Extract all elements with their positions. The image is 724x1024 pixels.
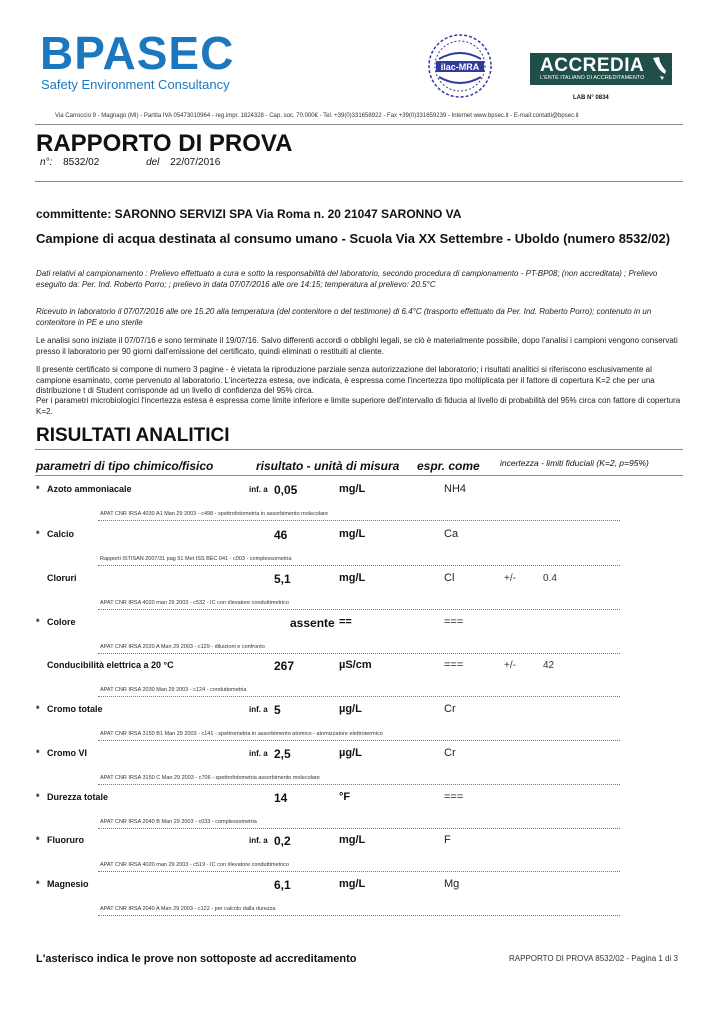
result-value: 0,2	[274, 834, 291, 848]
inf-qualifier: inf. a	[249, 485, 268, 494]
result-value: 6,1	[274, 878, 291, 892]
row-separator	[98, 740, 620, 741]
method-reference: APAT CNR IRSA 4020 man 29 2003 - c532 - IC con rilevatore conduttimetrico	[100, 600, 289, 606]
result-value: 46	[274, 528, 288, 542]
sampling-data: Dati relativi al campionamento : Prelievo effettuato a cura e sotto la responsabilità del laboratorio, secondo procedura di campionamento - PT-BP08; (non accreditata) ; Prelievo eseguito da: Per. Ind. Roberto Porro; ; prelievo in data 07/07/2016 alle ore 14:15; temperatura al prelievo: 20.5°C	[36, 269, 658, 289]
expressed-as: Ca	[444, 528, 459, 540]
lab-number: LAB N° 0834	[573, 95, 609, 101]
result-unit: µg/L	[339, 747, 362, 759]
bpsec-logo: BPASEC	[40, 27, 235, 79]
col-result-header: risultato - unità di misura	[256, 459, 400, 473]
campione-description: Campione di acqua destinata al consumo umano - Scuola Via XX Settembre - Uboldo (numero 8532/02)	[36, 231, 671, 246]
uncertainty-value: 0.4	[543, 573, 557, 584]
result-value: 0,05	[274, 483, 298, 497]
expressed-as: Mg	[444, 878, 460, 890]
result-unit: °F	[339, 791, 351, 803]
result-unit: µg/L	[339, 703, 362, 715]
analysis-dates: Le analisi sono iniziate il 07/07/16 e sono terminate il 19/07/16. Salvo differenti accordi o obblighi legali, se ciò è materialmente possibile, dopo l'analisi i campioni vengono conservati presso il laboratorio per 90 giorni dall'emissione del certificato, quindi eliminati o restituiti al cliente.	[36, 336, 678, 356]
expressed-as: Cr	[444, 703, 456, 715]
ilac-text: ilac-MRA	[440, 62, 480, 72]
uncertainty-value: 42	[543, 660, 555, 671]
divider	[35, 181, 683, 182]
parameter-name: Calcio	[47, 529, 75, 539]
parameter-name: Cloruri	[47, 573, 77, 583]
row-asterisk: *	[36, 748, 40, 758]
row-separator	[98, 784, 620, 785]
row-asterisk: *	[36, 835, 40, 845]
result-unit: mg/L	[339, 528, 366, 540]
result-value: 2,5	[274, 747, 291, 761]
accredia-subtitle: L'ENTE ITALIANO DI ACCREDITAMENTO	[540, 75, 645, 81]
report-number-line	[40, 157, 220, 168]
parameter-name: Colore	[47, 617, 76, 627]
company-address: Via Carroccio 9 - Magnago (MI) - Partita IVA 05473010964 - reg.impr. 1824328 - Cap. soc. 70.000€ - Tel. +39(0)331658922 - Fax +39(0)331659239 - Internet www.bpsec.it - E-mail:contatti@bpsec.it	[55, 113, 579, 119]
bpsec-logo-subtitle: Safety Environment Consultancy	[41, 77, 230, 92]
row-separator	[98, 871, 620, 872]
row-asterisk: *	[36, 529, 40, 539]
row-separator	[98, 915, 620, 916]
row-separator	[98, 653, 620, 654]
parameter-name: Cromo VI	[47, 748, 88, 758]
col-param-header: parametri di tipo chimico/fisico	[36, 459, 214, 473]
divider	[35, 124, 683, 125]
method-reference: APAT CNR IRSA 2020 A Man 29 2003 - c129 - diluizioni e confronto	[100, 644, 265, 650]
divider	[35, 475, 683, 476]
row-separator	[98, 565, 620, 566]
expressed-as: Cr	[444, 747, 456, 759]
page-number: RAPPORTO DI PROVA 8532/02 - Pagina 1 di 3	[509, 954, 678, 963]
col-expr-header: espr. come	[417, 459, 480, 473]
expressed-as: ===	[444, 659, 464, 671]
plus-minus: +/-	[504, 660, 516, 671]
col-uncertainty-header: incertezza - limiti fiduciali (K=2, p=95%)	[500, 458, 649, 468]
footer-note: L'asterisco indica le prove non sottoposte ad accreditamento	[36, 953, 357, 965]
method-reference: APAT CNR IRSA 4030 A1 Man 29 2003 - c498 - spettrofotometria in assorbimento molecolare	[100, 511, 329, 517]
method-reference: APAT CNR IRSA 2040 B Man 29 2003 - c033 - complessometria	[100, 819, 257, 825]
inf-qualifier: inf. a	[249, 705, 268, 714]
parameter-name: Cromo totale	[47, 704, 103, 714]
expressed-as: ===	[444, 791, 464, 803]
inf-qualifier: inf. a	[249, 836, 268, 845]
divider	[35, 449, 683, 450]
row-asterisk: *	[36, 704, 40, 714]
method-reference: APAT CNR IRSA 2030 Man 29 2003 - c124 - conduttometria	[100, 687, 247, 693]
result-value: 14	[274, 791, 288, 805]
result-unit: mg/L	[339, 834, 366, 846]
ilac-mra-logo	[427, 33, 493, 99]
accredia-logo	[530, 53, 672, 85]
expressed-as: ===	[444, 616, 464, 628]
row-separator	[98, 828, 620, 829]
report-date: 22/07/2016	[170, 157, 221, 168]
expressed-as: NH4	[444, 483, 467, 495]
parameter-name: Magnesio	[47, 879, 89, 889]
report-number: 8532/02	[63, 157, 100, 168]
row-asterisk: *	[36, 617, 40, 627]
result-unit: ==	[339, 616, 352, 628]
row-separator	[98, 609, 620, 610]
method-reference: APAT CNR IRSA 2040 A Man 29 2003 - c122 - per calcolo dalla durezza	[100, 906, 276, 912]
accredia-title: ACCREDIA	[540, 55, 645, 76]
expressed-as: Cl	[444, 572, 455, 584]
parameter-name: Durezza totale	[47, 792, 109, 802]
microbiology-note: Per i parametri microbiologici l'incertezza estesa è espressa come limite inferiore e limite superiore dell'intervallo di fiducia al livello di probabilità del 95% circa con fattore di copertura K=2.	[36, 396, 681, 416]
row-separator	[98, 696, 620, 697]
italy-map-icon	[650, 56, 668, 82]
result-value: assente	[290, 616, 335, 630]
date-label: del	[146, 157, 160, 168]
row-asterisk: *	[36, 879, 40, 889]
parameter-name: Conducibilità elettrica a 20 °C	[47, 660, 174, 670]
method-reference: APAT CNR IRSA 4020 man 29 2003 - c519 - IC con rilevatore conduttimetrico	[100, 862, 289, 868]
row-asterisk: *	[36, 484, 40, 494]
result-value: 5,1	[274, 572, 291, 586]
result-value: 5	[274, 703, 281, 717]
method-reference: APAT CNR IRSA 3150 C Man 29 2003 - c706 - spettrofotometria assorbimento molecolare	[100, 775, 320, 781]
parameter-name: Fluoruro	[47, 835, 84, 845]
results-heading: RISULTATI ANALITICI	[36, 425, 230, 446]
expressed-as: F	[444, 834, 451, 846]
result-unit: mg/L	[339, 572, 366, 584]
reception-data: Ricevuto in laboratorio il 07/07/2016 alle ore 15.20 alla temperatura (del contenitore o del testimone) di 6.4°C (trasporto effettuato da Per. Ind. Roberto Porro); contenuto in un contenitore in PE e uno sterile	[36, 307, 652, 327]
result-unit: mg/L	[339, 878, 366, 890]
method-reference: APAT CNR IRSA 3150 B1 Man 29 2003 - c141 - spettrometria in assorbimento atomico - atomizzatore elettrotermico	[100, 731, 383, 737]
plus-minus: +/-	[504, 573, 516, 584]
result-unit: mg/L	[339, 483, 366, 495]
result-value: 267	[274, 659, 295, 673]
certificate-notes: Il presente certificato si compone di numero 3 pagine - è vietata la riproduzione parziale senza autorizzazione del laboratorio; i risultati analitici si riferiscono esclusivamente al campione esaminato, come pervenuto al laboratorio. L'incertezza estesa, ove indicata, è espressa come l'incertezza tipo moltiplicata per il fattore di copertura K=2 che per una distribuzione t di Student corrisponde ad un livello di confidenza del 95% circa.	[36, 365, 655, 395]
parameter-name: Azoto ammoniacale	[47, 484, 132, 494]
number-label: n°:	[40, 157, 53, 168]
committente: committente: SARONNO SERVIZI SPA Via Roma n. 20 21047 SARONNO VA	[36, 207, 462, 221]
inf-qualifier: inf. a	[249, 749, 268, 758]
row-asterisk: *	[36, 792, 40, 802]
result-unit: µS/cm	[339, 659, 372, 671]
report-title: RAPPORTO DI PROVA	[36, 130, 293, 157]
method-reference: Rapporti ISTISAN 2007/31 pag 51 Met ISS BEC 041 - c003 - complessometria	[100, 556, 292, 562]
row-separator	[98, 520, 620, 521]
